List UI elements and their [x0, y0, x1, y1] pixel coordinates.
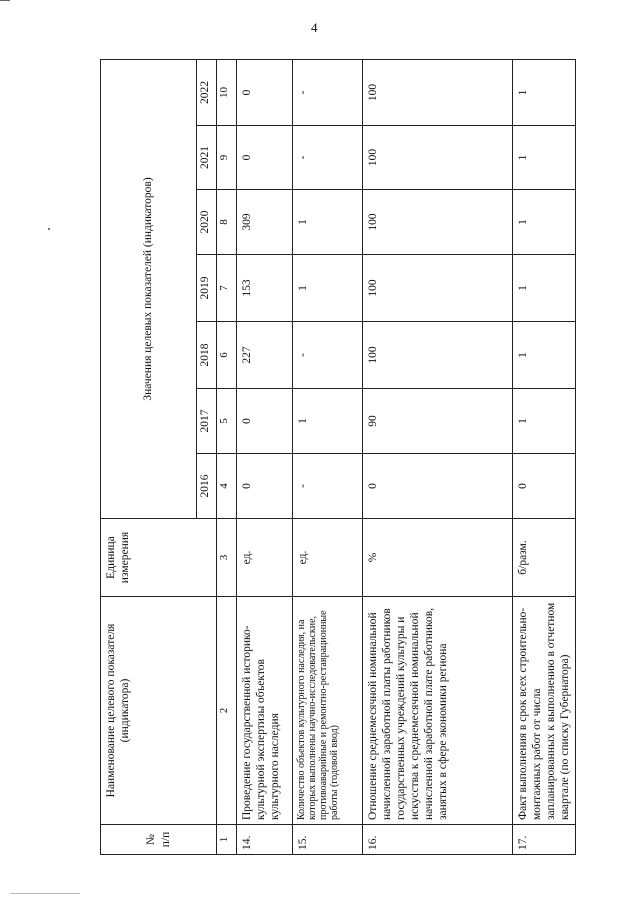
header-year: 2016 [197, 454, 217, 519]
indicator-value: 153 [237, 255, 293, 322]
indicator-value: 1 [513, 255, 576, 322]
indicator-value: 0 [237, 389, 293, 454]
indicator-value: 0 [237, 126, 293, 190]
indicator-value: 0 [513, 454, 576, 519]
header-year: 2017 [197, 389, 217, 454]
column-number: 2 [217, 597, 237, 825]
column-number: 3 [217, 519, 237, 597]
header-year: 2018 [197, 322, 217, 389]
column-number: 10 [217, 59, 237, 125]
column-number: 7 [217, 255, 237, 322]
indicator-unit: б/разм. [513, 519, 576, 597]
indicator-value: 0 [237, 454, 293, 519]
column-number: 1 [217, 825, 237, 855]
indicator-value: 90 [363, 389, 513, 454]
indicator-unit: ед. [237, 519, 293, 597]
indicator-value: 1 [513, 190, 576, 255]
header-indicator-name: Наименование целевого показателя (индикатора) [101, 597, 217, 825]
header-unit: Единица измерения [101, 519, 217, 597]
indicator-value: 1 [513, 59, 576, 125]
indicator-unit: ед. [293, 519, 363, 597]
scan-edge-line [0, 0, 10, 1]
indicator-value: 100 [363, 59, 513, 125]
row-number: 14. [237, 825, 293, 855]
column-number: 5 [217, 389, 237, 454]
indicator-name: Количество объектов культурного наследия, на которых выполнены научно-исследовательские, противоаварийные и ремонтно-реставрационные работы (годовой ввод) [293, 597, 363, 825]
header-year: 2020 [197, 190, 217, 255]
indicator-value: 1 [513, 126, 576, 190]
indicator-value: 309 [237, 190, 293, 255]
column-number: 6 [217, 322, 237, 389]
scan-speck [48, 228, 50, 230]
indicator-value: 1 [293, 255, 363, 322]
indicator-value: 1 [293, 190, 363, 255]
table-row [237, 59, 293, 854]
indicator-value: 1 [293, 389, 363, 454]
page-number: 4 [311, 20, 318, 35]
header-number: № п/п [101, 825, 217, 855]
indicator-unit: % [363, 519, 513, 597]
table-row [513, 59, 576, 854]
indicator-value: - [293, 59, 363, 125]
table-row [363, 59, 513, 854]
indicator-value: 100 [363, 322, 513, 389]
indicator-value: 0 [237, 59, 293, 125]
indicator-name: Факт выполнения в срок всех строительно-монтажных работ от числа запланированных к выполнению в отчетном квартале (по списку Губернатора) [513, 597, 576, 825]
column-number: 4 [217, 454, 237, 519]
row-number: 16. [363, 825, 513, 855]
rotated-table-wrapper [100, 60, 572, 855]
indicator-name: Отношение среднемесячной номинальной начисленной заработной платы работников государственных учреждений культуры и искусства к среднемесячной номинальной начисленной заработной плате работников, занятых в сфере экономики региона [363, 597, 513, 825]
indicator-value: 1 [513, 322, 576, 389]
scan-edge-mark [10, 893, 80, 894]
table-row [293, 59, 363, 854]
column-number: 9 [217, 126, 237, 190]
indicator-value: 0 [363, 454, 513, 519]
header-year: 2019 [197, 255, 217, 322]
indicator-value: 100 [363, 255, 513, 322]
column-numbering-row [217, 59, 237, 854]
column-number: 8 [217, 190, 237, 255]
indicators-table [100, 59, 576, 855]
indicator-value: 227 [237, 322, 293, 389]
header-year: 2022 [197, 59, 217, 125]
header-target-values: Значения целевых показателей (индикаторов) [101, 59, 197, 518]
header-year: 2021 [197, 126, 217, 190]
indicator-name: Проведение государственной историко-культурной экспертизы объектов культурного наследия [237, 597, 293, 825]
row-number: 17. [513, 825, 576, 855]
indicator-value: 100 [363, 190, 513, 255]
indicator-value: 100 [363, 126, 513, 190]
indicator-value: - [293, 454, 363, 519]
row-number: 15. [293, 825, 363, 855]
indicator-value: 1 [513, 389, 576, 454]
indicator-value: - [293, 322, 363, 389]
indicator-value: - [293, 126, 363, 190]
